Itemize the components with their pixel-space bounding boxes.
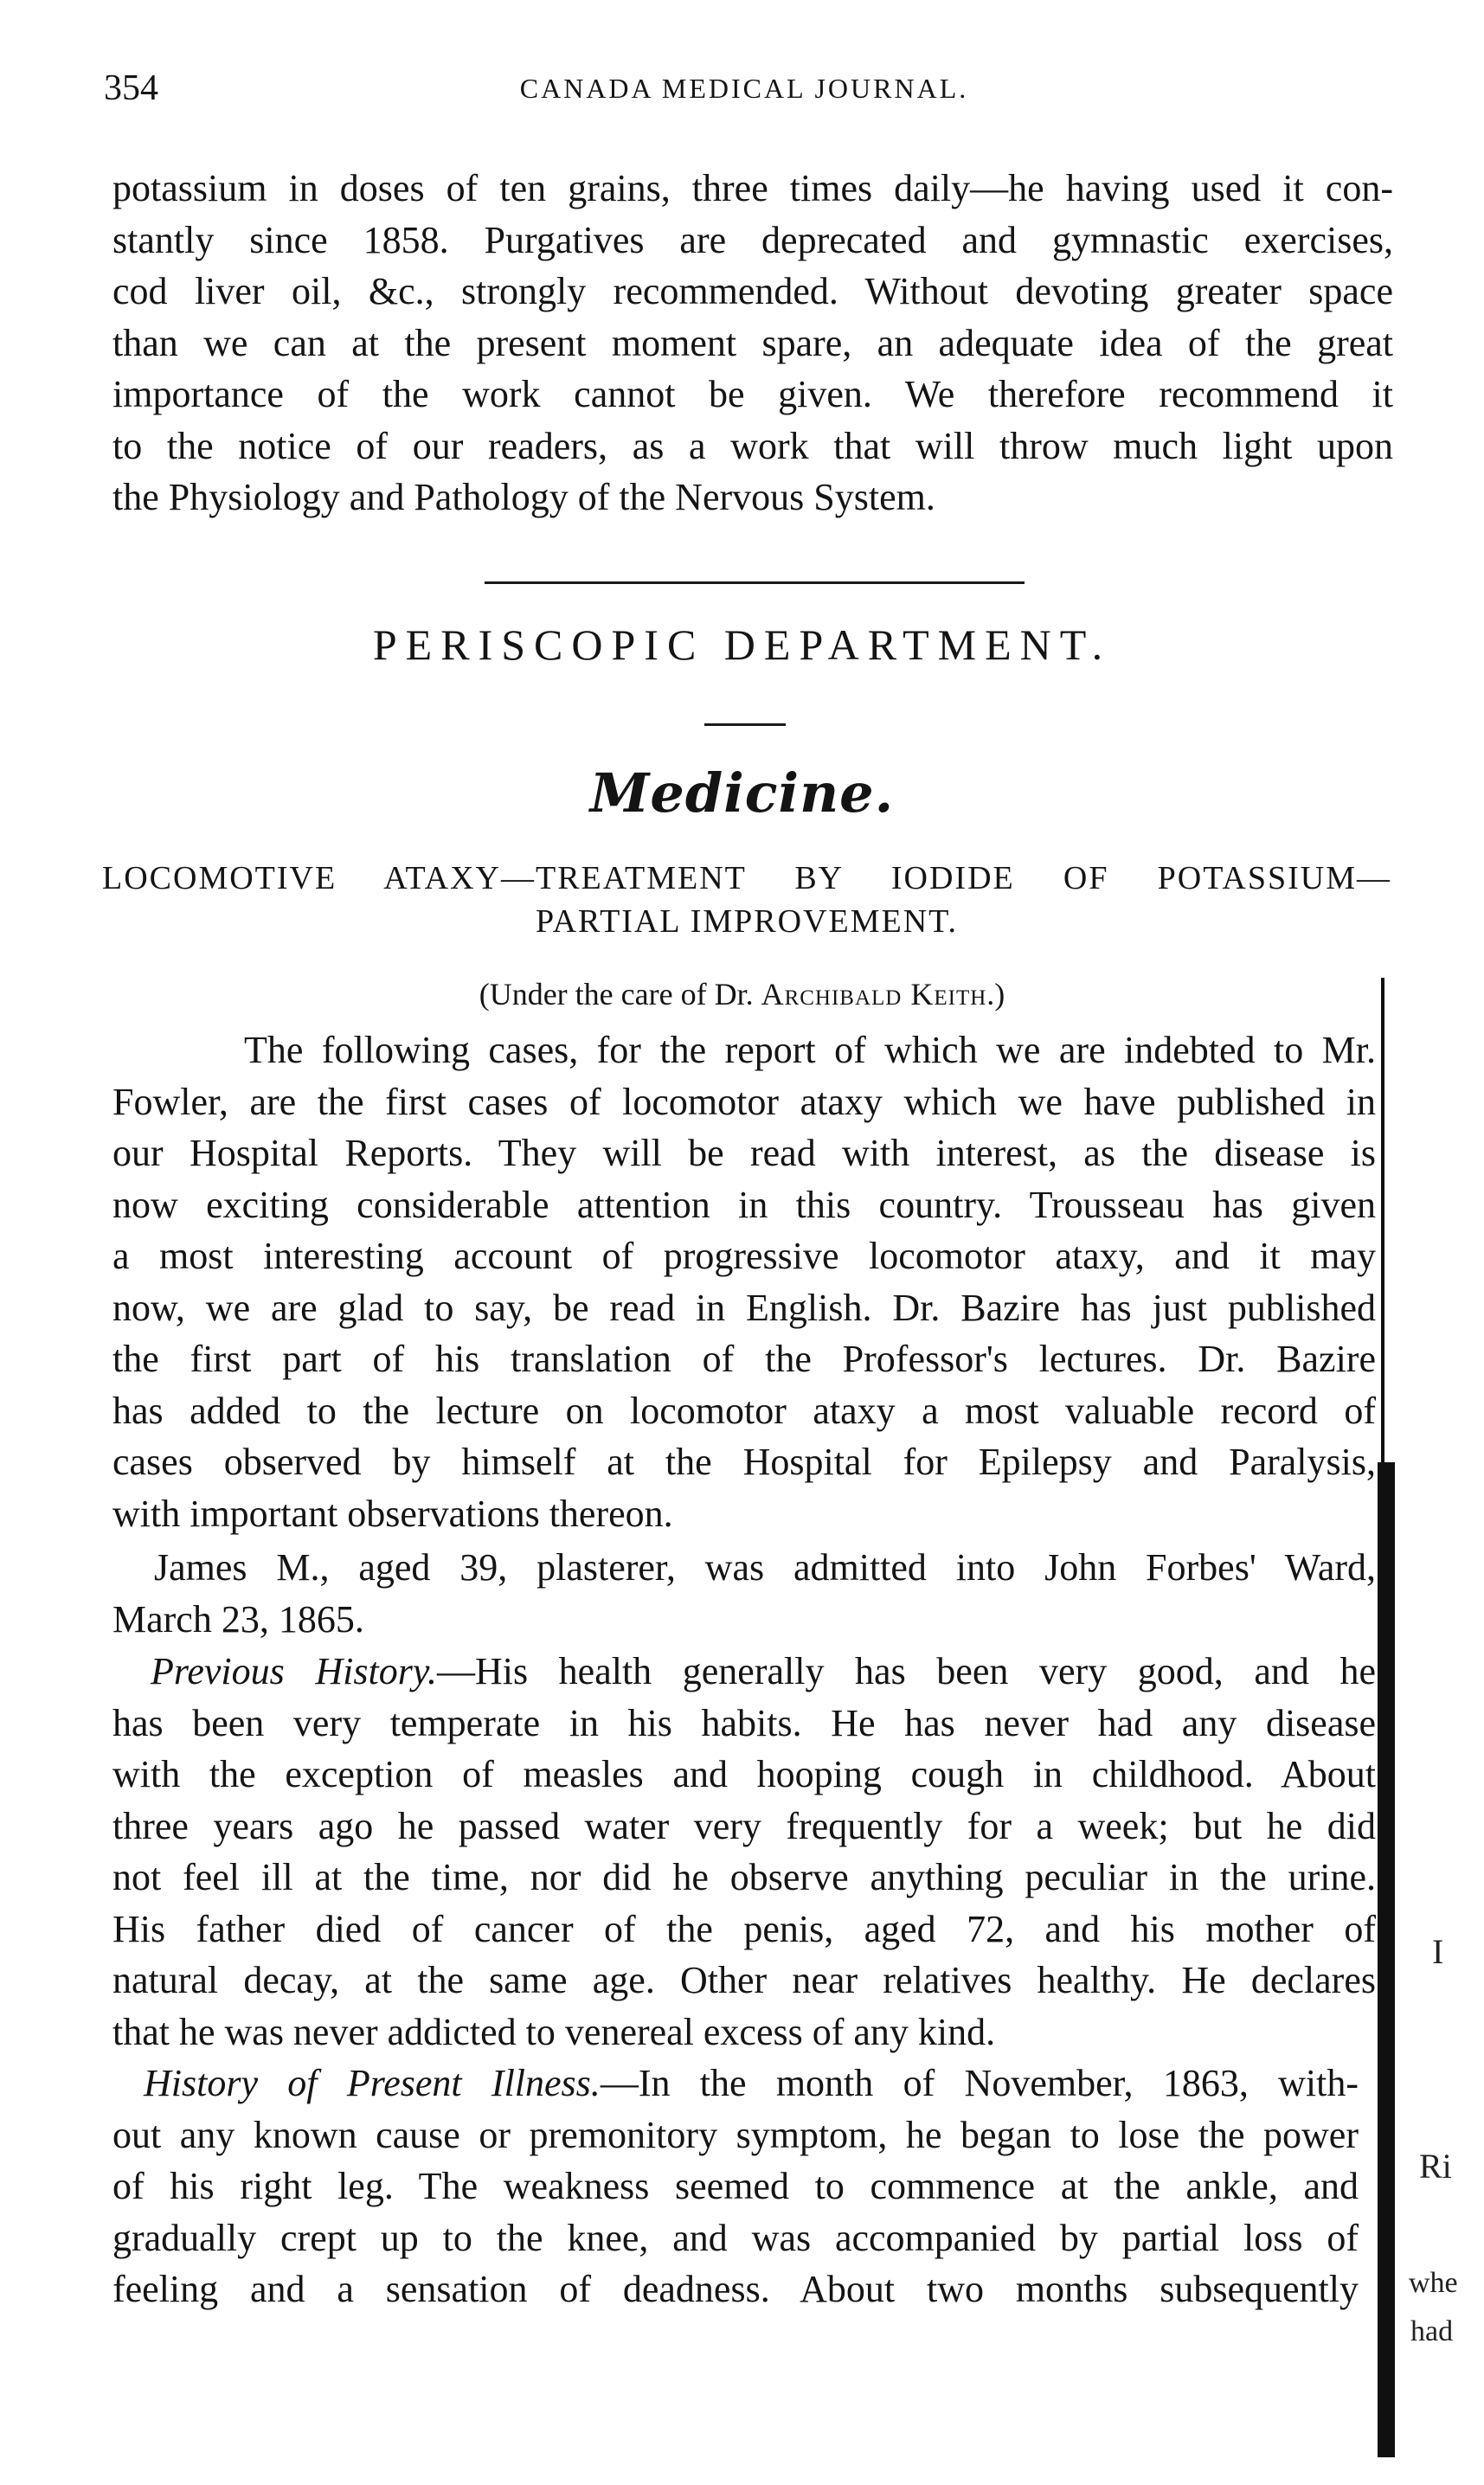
text-line: with the exception of measles and hooping cough in childhood. About: [112, 1753, 1376, 1795]
text-line: than we can at the present moment spare, an adequate idea of the great: [112, 321, 1393, 364]
present-illness-text: —In the month of November, 1863, with-: [600, 2062, 1359, 2104]
text-line: a most interesting account of progressive locomotor ataxy, and it may: [112, 1235, 1376, 1277]
subsection-title: Medicine.: [589, 761, 895, 825]
section-divider: [485, 581, 1025, 584]
text-line: potassium in doses of ten grains, three times daily—he having used it con-: [112, 167, 1393, 209]
text-line: March 23, 1865.: [112, 1597, 364, 1641]
care-note: [0, 976, 1484, 1012]
text-line: [112, 2058, 1359, 2109]
binding-shadow-thin: [1381, 978, 1384, 1462]
running-title: CANADA MEDICAL JOURNAL.: [519, 73, 969, 104]
text-line: out any known cause or premonitory symptom, he began to lose the power: [112, 2113, 1359, 2156]
previous-history-paragraph: [112, 1646, 1376, 2058]
text-line: has added to the lecture on locomotor ataxy a most valuable record of: [112, 1389, 1376, 1432]
text-line: now, we are glad to say, be read in English. Dr. Bazire has just published: [112, 1286, 1376, 1329]
text-line: now exciting considerable attention in this country. Trousseau has given: [112, 1183, 1376, 1226]
care-suffix: .): [986, 977, 1005, 1011]
binding-shadow: [1378, 1462, 1395, 2457]
edge-fragment: I: [1432, 1932, 1444, 1971]
previous-history-label: Previous History.: [151, 1650, 437, 1692]
text-line: the Physiology and Pathology of the Nervous System.: [112, 476, 935, 518]
review-paragraph: [112, 163, 1393, 523]
text-line: feeling and a sensation of deadness. About two months subsequently: [112, 2268, 1359, 2310]
short-divider: [704, 723, 786, 726]
text-line: importance of the work cannot be given. We therefore recommend it: [112, 373, 1393, 415]
previous-history-text: —His health generally has been very good, and he: [436, 1650, 1376, 1692]
present-illness-label: History of Present Illness.: [144, 2062, 601, 2104]
text-line: cod liver oil, &c., strongly recommended. Without devoting greater space: [112, 270, 1393, 312]
text-line: Fowler, are the first cases of locomotor ataxy which we have published in: [112, 1080, 1376, 1123]
text-line: James M., aged 39, plasterer, was admitted into John Forbes' Ward,: [154, 1546, 1376, 1589]
article-title-line: LOCOMOTIVE ATAXY—TREATMENT BY IODIDE OF POTASSIUM—: [102, 860, 1391, 896]
article-title: [102, 857, 1391, 943]
intro-paragraph: [112, 1024, 1376, 1539]
care-prefix: (Under the care of Dr.: [479, 977, 761, 1011]
text-line: stantly since 1858. Purgatives are deprecated and gymnastic exercises,: [112, 218, 1393, 261]
text-line: with important observations thereon.: [112, 1492, 673, 1535]
text-line: [112, 1646, 1376, 1698]
text-line: The following cases, for the report of which we are indebted to Mr.: [244, 1029, 1376, 1071]
text-line: cases observed by himself at the Hospital for Epilepsy and Paralysis,: [112, 1441, 1376, 1483]
edge-fragment: whe: [1409, 2267, 1458, 2299]
text-line: has been very temperate in his habits. He has never had any disease: [112, 1701, 1376, 1744]
text-line: three years ago he passed water very frequently for a week; but he did: [112, 1804, 1376, 1847]
text-line: to the notice of our readers, as a work that will throw much light upon: [112, 424, 1393, 467]
article-title-line: PARTIAL IMPROVEMENT.: [535, 903, 959, 940]
text-line: gradually crept up to the knee, and was accompanied by partial loss of: [112, 2216, 1359, 2259]
edge-fragment: had: [1410, 2315, 1454, 2347]
page-header: [104, 67, 1384, 119]
admission-paragraph: [112, 1542, 1376, 1645]
text-line: of his right leg. The weakness seemed to commence at the ankle, and: [112, 2165, 1359, 2207]
text-line: the first part of his translation of the Professor's lectures. Dr. Bazire: [112, 1338, 1376, 1380]
text-line: not feel ill at the time, nor did he observe anything peculiar in the urine.: [112, 1856, 1376, 1898]
text-line: our Hospital Reports. They will be read with interest, as the disease is: [112, 1132, 1376, 1174]
physician-name: Archibald Keith: [761, 977, 987, 1011]
text-line: His father died of cancer of the penis, aged 72, and his mother of: [112, 1907, 1376, 1950]
text-line: natural decay, at the same age. Other near relatives healthy. He declares: [112, 1959, 1376, 2001]
edge-fragment: Ri: [1419, 2147, 1452, 2186]
present-illness-paragraph: [112, 2058, 1359, 2315]
text-line: that he was never addicted to venereal excess of any kind.: [112, 2010, 996, 2053]
page-number: 354: [104, 68, 158, 108]
section-title: PERISCOPIC DEPARTMENT.: [372, 620, 1112, 669]
